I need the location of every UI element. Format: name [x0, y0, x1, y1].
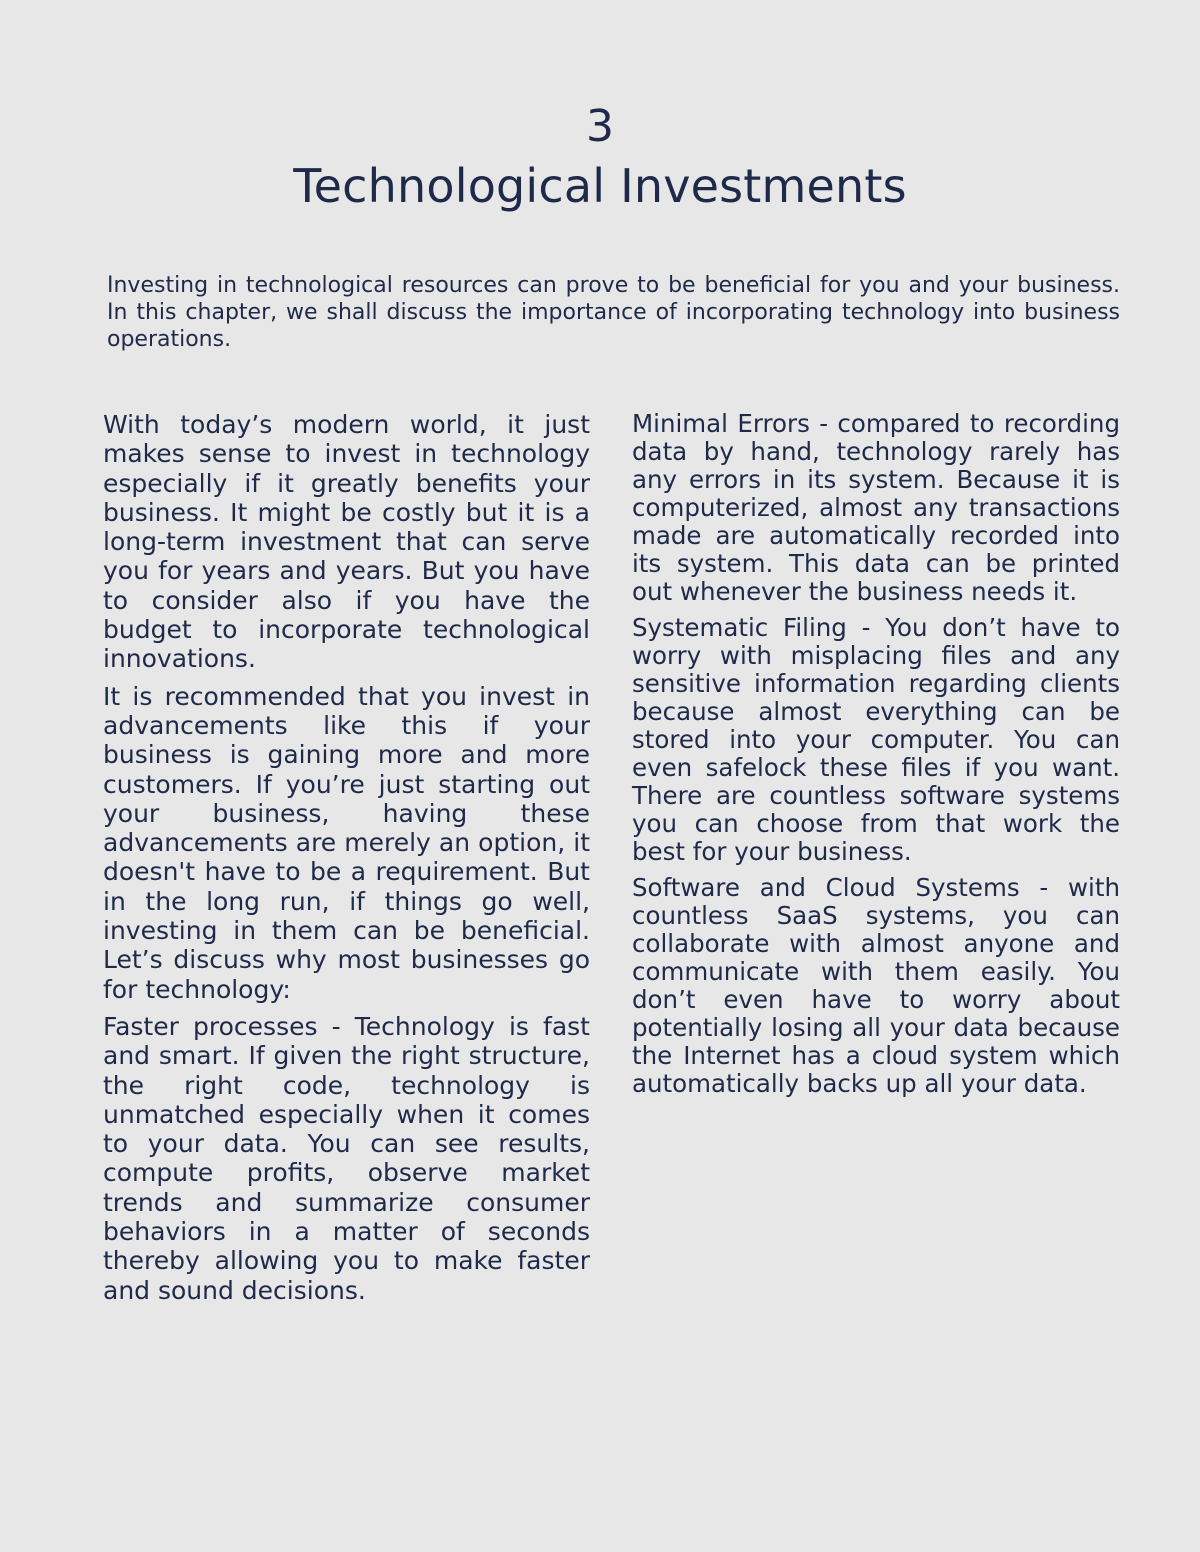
- paragraph: Systematic Filing - You don’t have to worry with misplacing files and any sensitive information regarding clients because almost everything can be stored into your computer. You can even safelock these files if you want. There are countless software systems you can choose from that work the best for your business.: [632, 613, 1120, 866]
- right-column: [632, 410, 1120, 1106]
- intro-paragraph: Investing in technological resources can prove to be beneficial for you and your business. In this chapter, we shall discuss the importance of incorporating technology into business operations.: [107, 273, 1120, 352]
- chapter-title: Technological Investments: [293, 159, 907, 213]
- paragraph: Faster processes - Technology is fast and smart. If given the right structure, the right code, technology is unmatched especially when it comes to your data. You can see results, compute profits, observe market trends and summarize consumer behaviors in a matter of seconds thereby allowing you to make faster and sound decisions.: [103, 1011, 590, 1305]
- left-column: [103, 410, 590, 1313]
- paragraph: Software and Cloud Systems - with countless SaaS systems, you can collaborate with almost anyone and communicate with them easily. You don’t even have to worry about potentially losing all your data because the Internet has a cloud system which automatically backs up all your data.: [632, 873, 1120, 1098]
- paragraph: It is recommended that you invest in advancements like this if your business is gaining more and more customers. If you’re just starting out your business, having these advancements are merely an option, it doesn't have to be a requirement. But in the long run, if things go well, investing in them can be beneficial. Let’s discuss why most businesses go for technology:: [103, 681, 590, 1004]
- paragraph: Minimal Errors - compared to recording data by hand, technology rarely has any errors in its system. Because it is computerized, almost any transactions made are automatically recorded into its system. This data can be printed out whenever the business needs it.: [632, 409, 1120, 606]
- chapter-header: [0, 98, 1200, 216]
- paragraph: With today’s modern world, it just makes sense to invest in technology especially if it greatly benefits your business. It might be costly but it is a long-term investment that can serve you for years and years. But you have to consider also if you have the budget to incorporate technological innovations.: [103, 410, 590, 674]
- chapter-number: 3: [586, 101, 614, 152]
